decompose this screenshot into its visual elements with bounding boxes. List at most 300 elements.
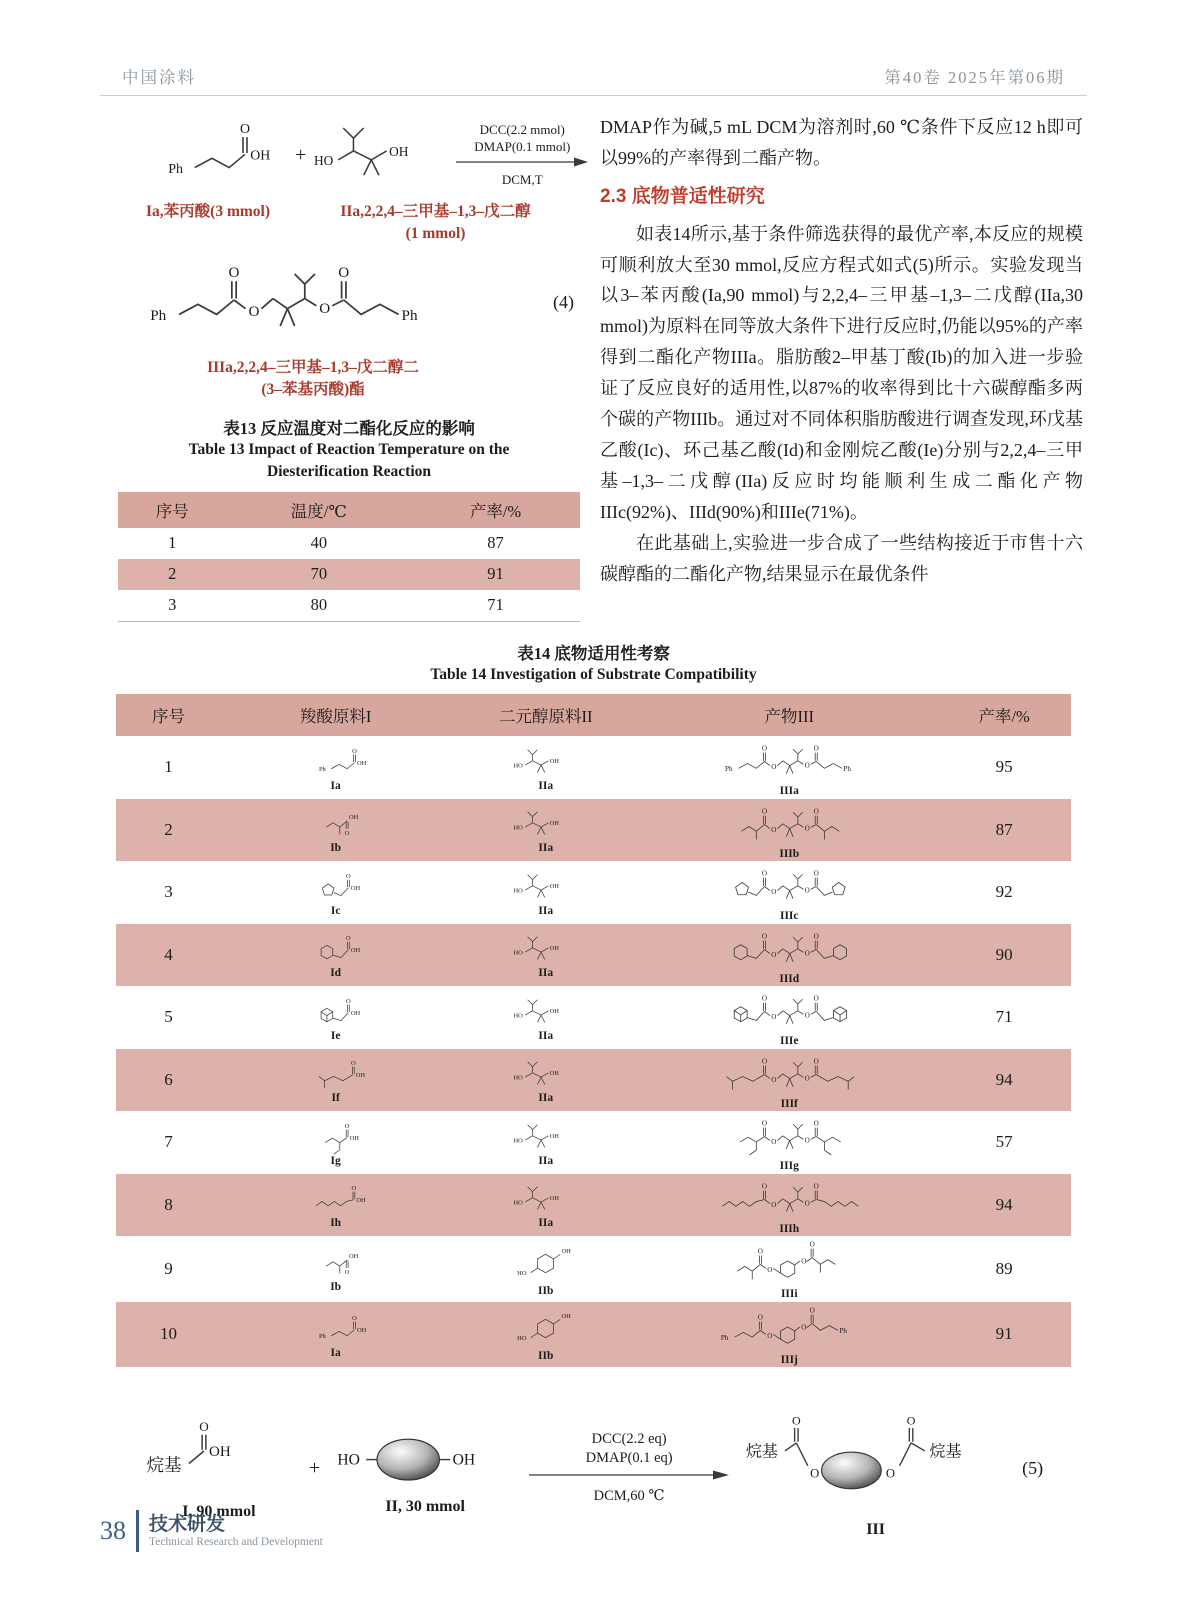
page-footer (100, 1510, 323, 1552)
cell-acid (221, 1236, 450, 1302)
cell-acid (221, 1174, 450, 1237)
table14-row (116, 1302, 1071, 1368)
condition-line: DCM,60 ℃ (593, 1488, 665, 1504)
svg-text:Ph: Ph (319, 1332, 326, 1340)
table14-row (116, 736, 1071, 799)
svg-text:O: O (813, 994, 820, 1003)
svg-text:O: O (813, 932, 820, 941)
product-structure (641, 925, 937, 986)
cell-product (641, 924, 937, 987)
structure-label: If (331, 1092, 340, 1105)
svg-text:OH: OH (350, 1009, 361, 1017)
cell-diol (450, 799, 641, 862)
svg-text:O: O (239, 122, 251, 138)
issue-info: 第40卷 2025年第06期 (884, 68, 1065, 87)
table13-cell: 71 (487, 595, 504, 615)
scheme5-conditions (529, 1430, 729, 1505)
structure-label: Ib (330, 1281, 342, 1294)
cell-diol (450, 1236, 641, 1302)
acid-structure (221, 1180, 450, 1230)
svg-text:O: O (804, 949, 811, 958)
cell-yield: 71 (995, 1007, 1013, 1027)
svg-text:O: O (810, 1466, 820, 1481)
table13-row (118, 590, 580, 622)
table14-row (116, 986, 1071, 1049)
label-IIa-line1: IIa,2,2,4–三甲基–1,3–戊二醇 (340, 203, 531, 220)
svg-text:HO: HO (513, 1137, 523, 1145)
label-I: I, 90 mmol (182, 1502, 256, 1520)
structure-label: Ie (330, 1029, 341, 1042)
svg-text:HO: HO (513, 949, 523, 957)
cell-product (641, 736, 937, 799)
svg-text:O: O (801, 1323, 807, 1332)
reaction-arrow (529, 1468, 729, 1487)
svg-text:O: O (771, 1200, 777, 1209)
cell-diol (450, 924, 641, 987)
svg-text:O: O (344, 1122, 350, 1130)
cell-acid (221, 736, 450, 799)
cell-product (641, 1236, 937, 1302)
table14-row (116, 1049, 1071, 1112)
svg-text:O: O (771, 1013, 777, 1022)
product-structure (641, 1303, 937, 1367)
condition-line: DCC(2.2 eq) (591, 1431, 667, 1448)
svg-text:O: O (228, 264, 240, 282)
svg-text:OH: OH (208, 1443, 231, 1460)
svg-text:O: O (338, 264, 350, 282)
svg-text:OH: OH (356, 1197, 366, 1205)
cell-diol (450, 1111, 641, 1174)
cell-product (641, 1049, 937, 1112)
svg-text:OH: OH (452, 1451, 476, 1469)
svg-text:O: O (804, 1074, 811, 1083)
svg-text:O: O (346, 872, 351, 880)
cell-acid (221, 1111, 450, 1174)
plus-sign: + (308, 1456, 321, 1479)
product-structure (641, 737, 937, 798)
structure-label: IIa (538, 779, 554, 792)
svg-text:O: O (813, 1182, 820, 1191)
svg-text:HO: HO (314, 152, 334, 168)
svg-text:O: O (767, 1331, 773, 1340)
svg-text:Ph: Ph (839, 1326, 848, 1335)
svg-text:OH: OH (349, 1134, 360, 1142)
cell-product (641, 799, 937, 862)
table13-cell: 3 (168, 595, 177, 615)
svg-text:烷基: 烷基 (929, 1443, 962, 1461)
cell-seq: 1 (164, 757, 173, 777)
cell-yield: 94 (995, 1069, 1013, 1089)
svg-text:O: O (809, 1306, 815, 1315)
acid-structure (221, 805, 450, 855)
table13-title-en-line1: Table 13 Impact of Reaction Temperature on the (188, 440, 510, 458)
table14-row (116, 1111, 1071, 1174)
diol-structure (450, 1118, 641, 1168)
svg-text:O: O (792, 1413, 801, 1428)
condition-line: DCM,T (501, 172, 543, 188)
diol-structure (450, 930, 641, 980)
svg-text:O: O (346, 934, 351, 942)
label-III: III (866, 1521, 885, 1539)
acid-structure (221, 743, 450, 793)
table14-col-header: 二元醇原料II (450, 694, 641, 736)
table13-title-cn: 表13 反应温度对二酯化反应的影响 (223, 418, 475, 438)
table13-cell: 91 (487, 564, 504, 584)
page-number: 38 (100, 1516, 126, 1545)
svg-text:HO: HO (517, 1335, 527, 1343)
structure-label: IIIa (779, 785, 799, 798)
svg-text:O: O (319, 300, 331, 318)
svg-text:O: O (771, 1075, 777, 1084)
svg-text:OH: OH (549, 757, 559, 765)
diol-structure (450, 868, 641, 918)
equation-number: (4) (553, 292, 574, 313)
diol-structure (450, 1306, 641, 1363)
svg-text:O: O (771, 888, 777, 897)
cell-product (641, 1174, 937, 1237)
cell-seq: 5 (164, 1007, 173, 1027)
table13-col-header: 产率/% (411, 492, 580, 528)
svg-text:烷基: 烷基 (146, 1454, 182, 1475)
label-IIIa (148, 357, 478, 400)
structure-label: IIa (538, 904, 554, 917)
scheme4-reactant-labels (118, 201, 580, 244)
structure-label: Ih (330, 1217, 342, 1230)
svg-text:OH: OH (549, 1132, 559, 1140)
svg-text:O: O (804, 1011, 811, 1020)
cell-acid (221, 986, 450, 1049)
svg-text:O: O (804, 1199, 811, 1208)
cell-diol (450, 986, 641, 1049)
svg-text:HO: HO (513, 1012, 523, 1020)
cell-product (641, 986, 937, 1049)
cell-yield: 57 (995, 1132, 1013, 1152)
svg-text:Ph: Ph (319, 765, 326, 773)
svg-text:OH: OH (349, 814, 359, 822)
product-structure (641, 987, 937, 1048)
cell-seq: 4 (164, 944, 173, 964)
label-II: II, 30 mmol (385, 1497, 465, 1515)
svg-text:O: O (762, 869, 768, 878)
svg-text:O: O (758, 1313, 764, 1322)
cell-yield: 91 (995, 1324, 1013, 1344)
table13-cell: 1 (168, 533, 177, 553)
svg-text:O: O (767, 1266, 773, 1275)
structure-label: IIb (538, 1284, 554, 1297)
product-structure (641, 1112, 937, 1173)
product-structure (641, 1050, 937, 1111)
cell-seq: 10 (160, 1324, 178, 1344)
svg-text:O: O (804, 761, 811, 770)
cell-seq: 6 (164, 1069, 173, 1089)
acid-structure (221, 993, 450, 1043)
svg-text:O: O (344, 830, 350, 838)
equation-number: (5) (1022, 1457, 1044, 1478)
diol-structure (450, 1180, 641, 1230)
cell-acid (221, 1049, 450, 1112)
svg-text:O: O (813, 869, 820, 878)
svg-text:OH: OH (549, 820, 559, 828)
structure-label: Ic (330, 904, 341, 917)
scheme5-product (743, 1397, 1008, 1539)
table14-header-row (116, 694, 1071, 736)
acid-structure (221, 1310, 450, 1360)
table14-col-header: 产率/% (937, 694, 1071, 736)
svg-text:O: O (804, 824, 811, 833)
table14 (116, 694, 1071, 1367)
svg-text:HO: HO (513, 1199, 523, 1207)
svg-text:O: O (771, 950, 777, 959)
svg-text:O: O (351, 1184, 357, 1192)
svg-text:OH: OH (357, 1326, 367, 1334)
structure-label: IIId (779, 972, 800, 985)
cell-acid (221, 799, 450, 862)
table13-cell: 2 (168, 564, 177, 584)
scheme4-reactants (118, 112, 580, 199)
svg-text:O: O (813, 1057, 820, 1066)
cell-acid (221, 1302, 450, 1368)
product-structure (641, 1175, 937, 1236)
table13-row (118, 559, 580, 590)
svg-text:O: O (351, 1059, 356, 1067)
structure-label: Ia (330, 1346, 341, 1359)
label-IIa (298, 201, 573, 244)
svg-text:Ph: Ph (725, 765, 733, 774)
structure-label: IIa (538, 967, 554, 980)
table13-header-row (118, 492, 580, 528)
diol-structure (450, 805, 641, 855)
structure-IIa (311, 114, 452, 198)
cell-yield: 92 (995, 882, 1013, 902)
structure-label: Ia (330, 779, 341, 792)
acid-structure (221, 930, 450, 980)
two-column-zone (100, 112, 1087, 622)
condition-line: DMAP(0.1 eq) (585, 1450, 673, 1467)
cell-diol (450, 736, 641, 799)
table14-row (116, 924, 1071, 987)
diol-structure (450, 743, 641, 793)
table13-cell: 70 (310, 564, 328, 584)
svg-text:Ph: Ph (150, 307, 167, 325)
cell-seq: 2 (164, 819, 173, 839)
structure-label: IIb (538, 1350, 554, 1363)
generic-diol-structure (335, 1421, 515, 1496)
acid-structure (221, 1244, 450, 1294)
label-Ia: Ia,苯丙酸(3 mmol) (146, 203, 270, 220)
table14-block (100, 640, 1087, 1367)
table13-row (118, 528, 580, 559)
scheme4-conditions (456, 122, 588, 190)
structure-label: IIIj (780, 1353, 798, 1366)
diol-structure (450, 1055, 641, 1105)
svg-text:O: O (758, 1247, 764, 1256)
structure-label: IIIg (779, 1160, 799, 1173)
generic-diester-structure (743, 1397, 1008, 1519)
alkyl-acid-structure (144, 1416, 294, 1501)
product-structure (641, 862, 937, 923)
page-header (100, 64, 1087, 96)
structure-Ia (118, 112, 290, 199)
svg-text:O: O (813, 807, 820, 816)
svg-text:Ph: Ph (721, 1333, 729, 1342)
svg-text:O: O (771, 1138, 777, 1147)
svg-text:O: O (344, 1269, 350, 1277)
svg-text:O: O (346, 997, 351, 1005)
table14-col-header: 产物III (641, 694, 937, 736)
footer-section (149, 1514, 323, 1548)
paragraph: 如表14所示,基于条件筛选获得的最优产率,本反应的规模可顺利放大至30 mmol,反应方程式如式(5)所示。实验发现当以3–苯丙酸(Ia,90 mmol)与2,2,4–三甲基–1,3–二戊醇(IIa,30 mmol)为原料在同等放大条件下进行反应时,仍能以95%的产率得到二酯化产物IIIa。脂肪酸2–甲基丁酸(Ib)的加入进一步验证了反应良好的适用性,以87%的收率得到比十六碳醇酯多两个碳的产物IIIb。通过对不同体积脂肪酸进行调查发现,环戊基乙酸(Ic)、环己基乙酸(Id)和金刚烷乙酸(Ie)分别与2,2,4–三甲基–1,3–二戊醇(IIa)反应时均能顺利生成二酯化产物IIIc(92%)、IIId(90%)和IIIe(71%)。 (600, 223, 1083, 523)
svg-text:Ph: Ph (401, 307, 418, 325)
scheme5-acid (144, 1416, 294, 1521)
structure-label: IIIb (779, 847, 800, 860)
condition-line: DMAP(0.1 mmol) (474, 138, 571, 154)
svg-text:烷基: 烷基 (746, 1443, 779, 1461)
svg-text:OH: OH (389, 143, 409, 159)
table13-col-header: 温度/℃ (227, 492, 411, 528)
cell-yield: 87 (995, 819, 1013, 839)
table14-title-en: Table 14 Investigation of Substrate Compatibility (430, 665, 757, 683)
svg-text:HO: HO (337, 1451, 361, 1469)
cell-yield: 89 (995, 1258, 1013, 1278)
footer-section-cn: 技术研发 (149, 1514, 226, 1536)
product-structure (641, 1237, 937, 1301)
svg-text:O: O (885, 1466, 896, 1481)
svg-text:O: O (352, 747, 357, 755)
footer-section-en: Technical Research and Development (149, 1535, 323, 1548)
structure-label: IIa (538, 1092, 554, 1105)
left-column (118, 112, 580, 622)
svg-text:O: O (804, 1136, 811, 1145)
svg-text:OH: OH (349, 1253, 359, 1261)
product-structure (641, 800, 937, 861)
svg-text:O: O (762, 1182, 768, 1191)
structure-label: IIa (538, 842, 554, 855)
acid-structure (221, 1055, 450, 1105)
svg-text:HO: HO (513, 1074, 523, 1082)
svg-text:OH: OH (549, 945, 559, 953)
svg-text:HO: HO (513, 762, 523, 770)
svg-text:OH: OH (357, 759, 367, 767)
cell-acid (221, 861, 450, 924)
journal-name: 中国涂料 (122, 68, 196, 87)
table14-col-header: 羧酸原料I (221, 694, 450, 736)
svg-text:O: O (809, 1240, 815, 1249)
svg-text:Ph: Ph (168, 161, 183, 177)
svg-text:OH: OH (561, 1247, 572, 1255)
structure-label: IIIf (780, 1097, 798, 1110)
scheme4-product-row (118, 248, 580, 357)
table14-row (116, 861, 1071, 924)
table14-col-header: 序号 (116, 694, 221, 736)
label-IIIa-line2: (3–苯基丙酸)酯 (261, 381, 365, 399)
cell-diol (450, 1302, 641, 1368)
cell-diol (450, 1049, 641, 1112)
cell-seq: 3 (164, 882, 173, 902)
svg-text:O: O (813, 1119, 820, 1128)
label-IIa-line2: (1 mmol) (405, 224, 466, 242)
table13-block (118, 415, 580, 622)
svg-text:OH: OH (250, 148, 271, 164)
diol-structure (450, 993, 641, 1043)
svg-text:O: O (804, 886, 811, 895)
reaction-arrow (456, 156, 588, 173)
structure-label: IIIh (779, 1222, 800, 1235)
svg-text:O: O (762, 807, 768, 816)
cell-seq: 7 (164, 1132, 173, 1152)
table13 (118, 492, 580, 622)
structure-label: IIIc (779, 910, 799, 923)
structure-label: IIa (538, 1154, 554, 1167)
svg-text:O: O (762, 744, 768, 753)
paragraph: 在此基础上,实验进一步合成了一些结构接近于市售十六碳醇酯的二酯化产物,结果显示在最优条件 (600, 533, 1083, 585)
table13-title-en-line2: Diesterification Reaction (267, 463, 431, 481)
condition-line: DCC(2.2 mmol) (479, 121, 565, 137)
svg-text:OH: OH (350, 947, 361, 955)
cell-seq: 9 (164, 1258, 173, 1278)
label-IIIa-line1: IIIa,2,2,4–三甲基–1,3–戊二醇二 (207, 359, 419, 377)
cell-product (641, 1302, 937, 1368)
svg-text:O: O (199, 1418, 209, 1434)
svg-text:O: O (762, 1057, 768, 1066)
structure-label: IIa (538, 1029, 554, 1042)
svg-text:OH: OH (549, 882, 559, 890)
svg-text:O: O (813, 744, 820, 753)
svg-text:Ph: Ph (843, 765, 852, 774)
scheme5-diol (335, 1421, 515, 1516)
svg-text:OH: OH (549, 1195, 559, 1203)
paragraph: DMAP作为碱,5 mL DCM为溶剂时,60 ℃条件下反应12 h即可以99%的产率得到二酯产物。 (600, 117, 1083, 168)
table14-row (116, 1236, 1071, 1302)
structure-label: Id (330, 967, 342, 980)
plus-sign: + (295, 144, 307, 166)
cell-acid (221, 924, 450, 987)
cell-diol (450, 861, 641, 924)
svg-text:OH: OH (549, 1007, 559, 1015)
svg-text:O: O (248, 303, 260, 321)
cell-yield: 94 (995, 1194, 1013, 1214)
svg-text:O: O (762, 932, 768, 941)
diol-structure (450, 1241, 641, 1298)
svg-text:O: O (906, 1413, 916, 1428)
table13-cell: 40 (310, 533, 328, 553)
cell-seq: 8 (164, 1194, 173, 1214)
acid-structure (221, 1118, 450, 1168)
svg-text:O: O (771, 763, 777, 772)
svg-text:O: O (762, 994, 768, 1003)
right-column (600, 112, 1083, 622)
structure-IIIa (118, 248, 454, 357)
svg-text:HO: HO (517, 1269, 527, 1277)
table13-title-en (118, 439, 580, 484)
structure-label: IIIe (779, 1035, 799, 1048)
structure-label: IIIi (780, 1288, 798, 1301)
svg-text:OH: OH (350, 884, 361, 892)
table13-cell: 87 (487, 533, 504, 553)
structure-label: Ib (330, 842, 342, 855)
table13-col-header: 序号 (118, 492, 227, 528)
cell-product (641, 1111, 937, 1174)
svg-text:O: O (762, 1119, 768, 1128)
svg-text:O: O (352, 1314, 357, 1322)
structure-label: IIa (538, 1217, 554, 1230)
table14-title-cn: 表14 底物适用性考察 (517, 643, 670, 663)
structure-label: Ig (330, 1154, 341, 1167)
svg-text:OH: OH (355, 1072, 366, 1080)
section-heading: 2.3 底物普适性研究 (600, 185, 765, 207)
svg-text:HO: HO (513, 887, 523, 895)
svg-text:HO: HO (513, 824, 523, 832)
table14-row (116, 1174, 1071, 1237)
